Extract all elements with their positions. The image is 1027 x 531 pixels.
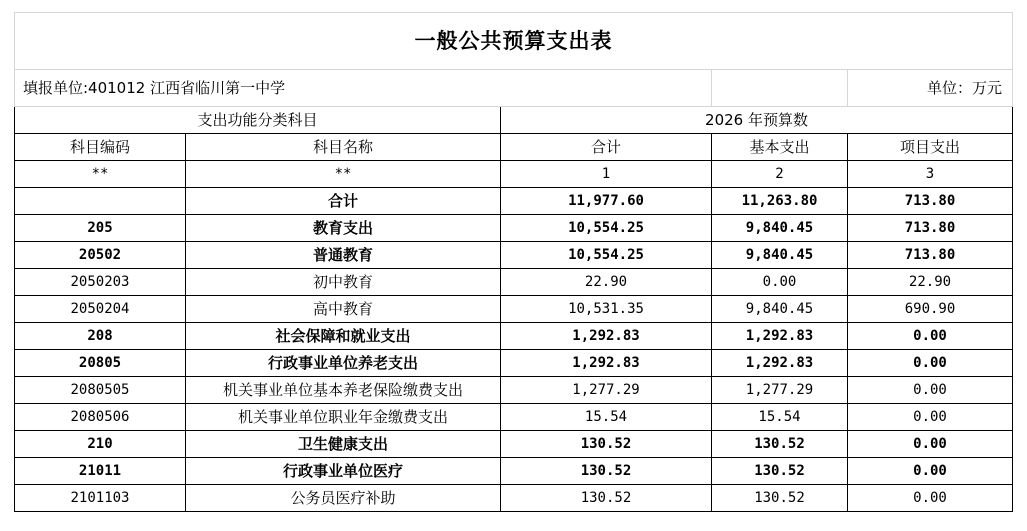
row-code — [15, 188, 186, 215]
row-name: 教育支出 — [186, 215, 501, 242]
table-row — [15, 242, 1013, 269]
row-basic: 130.52 — [712, 431, 848, 458]
row-basic: 1,292.83 — [712, 350, 848, 377]
row-project: 0.00 — [848, 404, 1013, 431]
row-code: 2050203 — [15, 269, 186, 296]
index-total: 1 — [501, 161, 712, 188]
row-name: 社会保障和就业支出 — [186, 323, 501, 350]
row-name: 初中教育 — [186, 269, 501, 296]
row-code: 2101103 — [15, 485, 186, 512]
row-total: 15.54 — [501, 404, 712, 431]
title-row — [15, 13, 1013, 70]
table-row — [15, 350, 1013, 377]
row-total: 10,554.25 — [501, 242, 712, 269]
row-total: 11,977.60 — [501, 188, 712, 215]
index-name: ** — [186, 161, 501, 188]
row-code: 20805 — [15, 350, 186, 377]
row-total: 130.52 — [501, 431, 712, 458]
table-row — [15, 485, 1013, 512]
row-name: 高中教育 — [186, 296, 501, 323]
row-code: 20502 — [15, 242, 186, 269]
row-code: 2080506 — [15, 404, 186, 431]
row-project: 0.00 — [848, 431, 1013, 458]
row-total: 130.52 — [501, 485, 712, 512]
row-project: 713.80 — [848, 188, 1013, 215]
table-row — [15, 215, 1013, 242]
table-body — [15, 107, 1013, 512]
row-name: 合计 — [186, 188, 501, 215]
table-row — [15, 188, 1013, 215]
row-total: 10,531.35 — [501, 296, 712, 323]
row-name: 机关事业单位基本养老保险缴费支出 — [186, 377, 501, 404]
row-name: 卫生健康支出 — [186, 431, 501, 458]
row-project: 22.90 — [848, 269, 1013, 296]
header-total: 合计 — [501, 134, 712, 161]
row-name: 行政事业单位医疗 — [186, 458, 501, 485]
row-code: 208 — [15, 323, 186, 350]
row-basic: 9,840.45 — [712, 215, 848, 242]
row-code: 210 — [15, 431, 186, 458]
row-code: 2080505 — [15, 377, 186, 404]
table-row — [15, 269, 1013, 296]
amount-unit: 单位：万元 — [848, 70, 1013, 107]
row-basic: 11,263.80 — [712, 188, 848, 215]
row-project: 713.80 — [848, 242, 1013, 269]
row-project: 0.00 — [848, 485, 1013, 512]
row-basic: 9,840.45 — [712, 296, 848, 323]
row-project: 0.00 — [848, 350, 1013, 377]
reporting-unit: 填报单位:401012 江西省临川第一中学 — [15, 70, 712, 107]
table-row — [15, 404, 1013, 431]
info-row — [15, 70, 1013, 107]
row-code: 205 — [15, 215, 186, 242]
row-name: 公务员医疗补助 — [186, 485, 501, 512]
info-empty-cell — [712, 70, 848, 107]
page-title: 一般公共预算支出表 — [15, 13, 1013, 70]
table-row — [15, 458, 1013, 485]
row-total: 130.52 — [501, 458, 712, 485]
row-basic: 1,292.83 — [712, 323, 848, 350]
header-column-row — [15, 134, 1013, 161]
header-project: 项目支出 — [848, 134, 1013, 161]
index-basic: 2 — [712, 161, 848, 188]
row-total: 22.90 — [501, 269, 712, 296]
row-basic: 9,840.45 — [712, 242, 848, 269]
row-project: 713.80 — [848, 215, 1013, 242]
row-name: 机关事业单位职业年金缴费支出 — [186, 404, 501, 431]
row-basic: 130.52 — [712, 485, 848, 512]
row-total: 1,292.83 — [501, 323, 712, 350]
row-project: 690.90 — [848, 296, 1013, 323]
row-project: 0.00 — [848, 323, 1013, 350]
budget-table — [14, 12, 1013, 512]
header-name: 科目名称 — [186, 134, 501, 161]
header-budget-group: 2026 年预算数 — [501, 107, 1013, 134]
row-basic: 0.00 — [712, 269, 848, 296]
table-row — [15, 431, 1013, 458]
row-code: 21011 — [15, 458, 186, 485]
index-row — [15, 161, 1013, 188]
row-total: 10,554.25 — [501, 215, 712, 242]
index-code: ** — [15, 161, 186, 188]
row-name: 普通教育 — [186, 242, 501, 269]
row-code: 2050204 — [15, 296, 186, 323]
budget-sheet — [14, 12, 1012, 512]
table-row — [15, 377, 1013, 404]
row-total: 1,292.83 — [501, 350, 712, 377]
row-project: 0.00 — [848, 377, 1013, 404]
row-project: 0.00 — [848, 458, 1013, 485]
header-basic: 基本支出 — [712, 134, 848, 161]
row-name: 行政事业单位养老支出 — [186, 350, 501, 377]
header-group-row — [15, 107, 1013, 134]
row-basic: 15.54 — [712, 404, 848, 431]
index-project: 3 — [848, 161, 1013, 188]
table-row — [15, 296, 1013, 323]
row-basic: 130.52 — [712, 458, 848, 485]
row-basic: 1,277.29 — [712, 377, 848, 404]
header-subject-group: 支出功能分类科目 — [15, 107, 501, 134]
header-code: 科目编码 — [15, 134, 186, 161]
row-total: 1,277.29 — [501, 377, 712, 404]
table-row — [15, 323, 1013, 350]
